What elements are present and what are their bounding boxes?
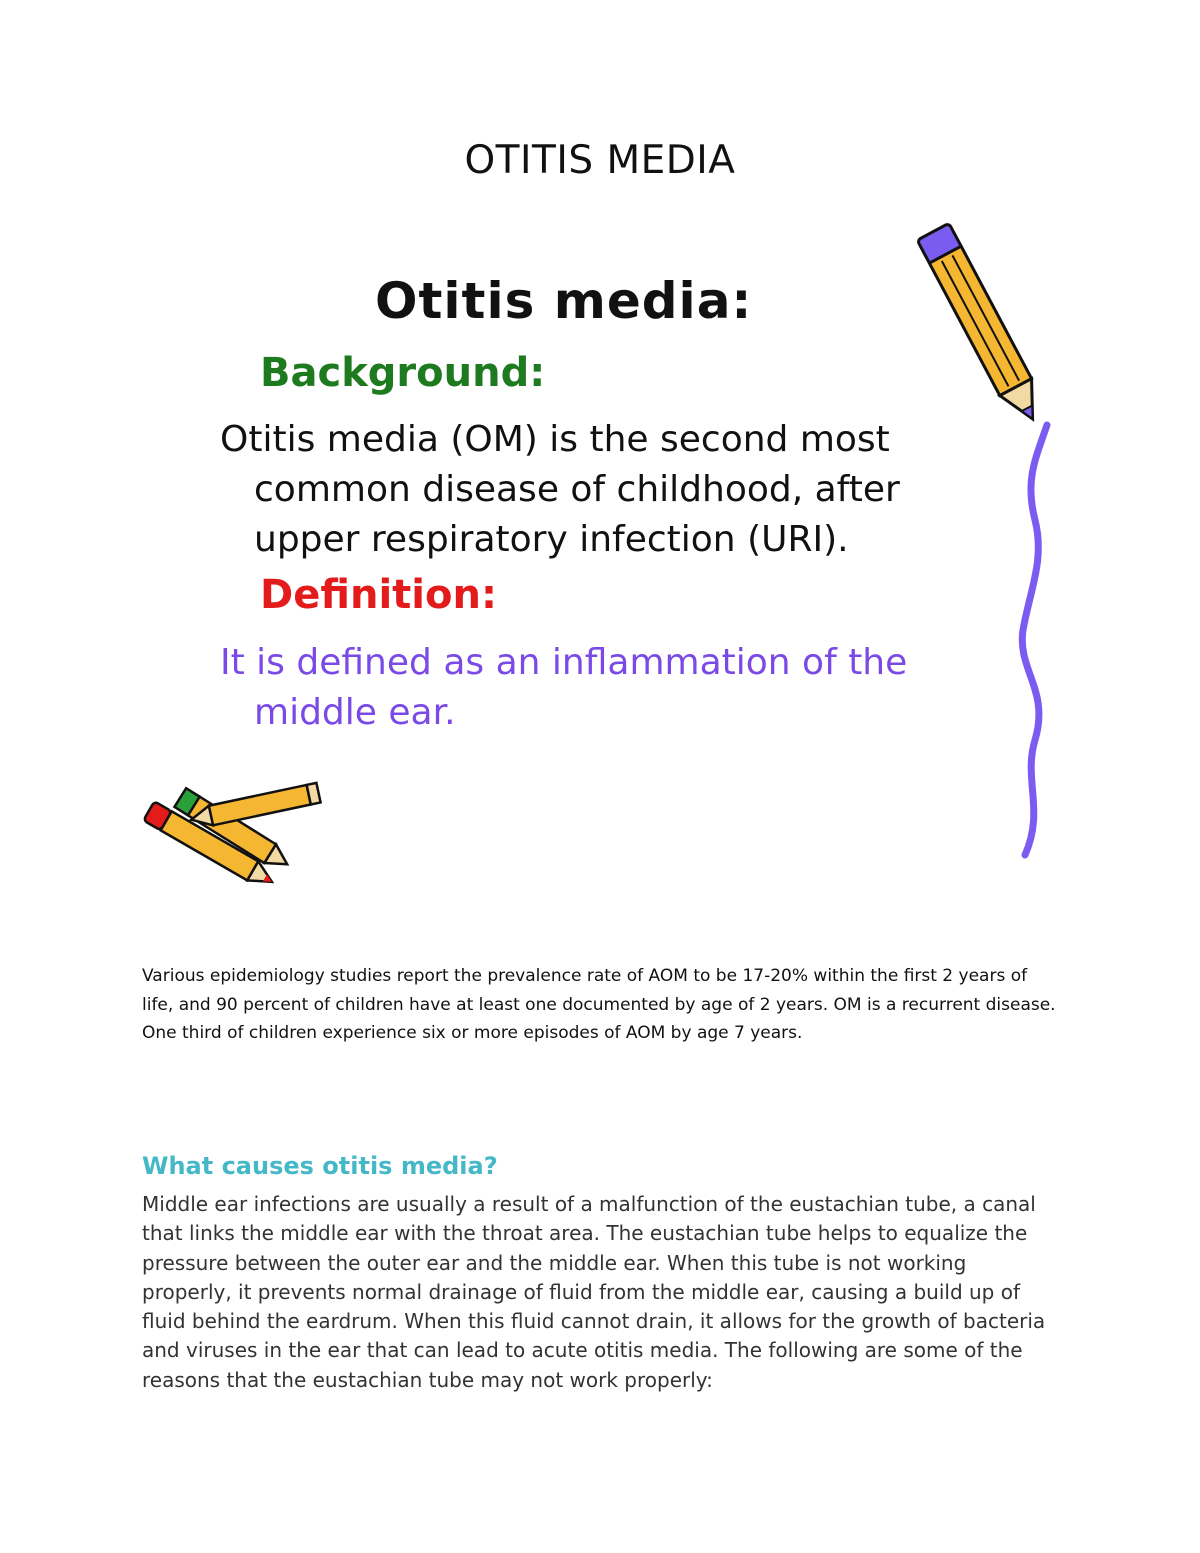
background-line: Otitis media (OM) is the second most [220, 419, 890, 460]
background-line: upper respiratory infection (URI). [254, 519, 849, 560]
pencil-icon [910, 210, 1050, 435]
definition-line: It is defined as an inflammation of the [220, 642, 908, 683]
definition-label: Definition: [260, 572, 497, 618]
squiggle-line [1005, 420, 1065, 860]
background-line: common disease of childhood, after [254, 469, 900, 510]
crossed-pencils-icon [140, 765, 330, 895]
definition-line: middle ear. [254, 692, 456, 733]
slide-image [140, 210, 1060, 910]
definition-text [220, 638, 1000, 738]
background-text [220, 415, 980, 565]
slide-heading: Otitis media: [375, 272, 753, 330]
background-label: Background: [260, 350, 546, 396]
prevalence-paragraph: Various epidemiology studies report the prevalence rate of AOM to be 17-20% within the first 2 years of life, and 90 percent of children have at least one documented by age of 2 years. OM is a recurrent disease. One third of children experience six or more episodes of AOM by age 7 years. [142, 966, 1056, 1043]
document-title: OTITIS MEDIA [464, 138, 736, 183]
causes-paragraph: Middle ear infections are usually a result of a malfunction of the eustachian tube, a canal that links the middle ear with the throat area. The eustachian tube helps to equalize the pressure between the outer ear and the middle ear. When this tube is not working properly, it prevents normal drainage of fluid from the middle ear, causing a build up of fluid behind the eardrum. When this fluid cannot drain, it allows for the growth of bacteria and viruses in the ear that can lead to acute otitis media. The following are some of the reasons that the eustachian tube may not work properly: [142, 1192, 1046, 1392]
section-heading: What causes otitis media? [142, 1152, 498, 1180]
